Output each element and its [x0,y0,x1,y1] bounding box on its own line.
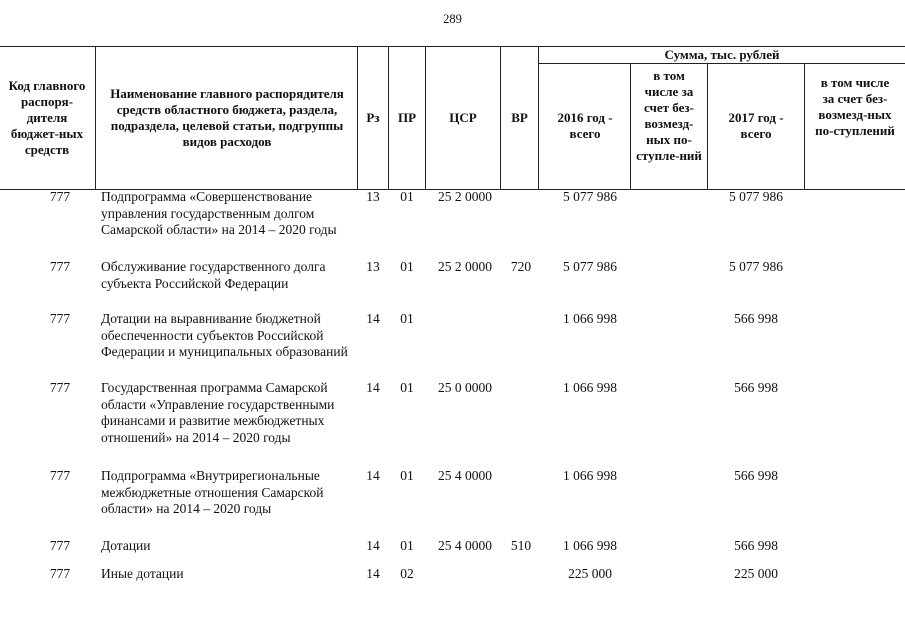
header-sum: Сумма, тыс. рублей [664,47,780,62]
cell-pr: 01 [400,311,414,326]
cell-csr: 25 2 0000 [438,189,492,204]
cell-name: Обслуживание государственного долга субъекта Российской Федерации [101,259,326,291]
column-divider [538,47,539,189]
cell-sum-2017: 566 998 [734,311,778,326]
cell-sum-2016: 5 077 986 [563,189,617,204]
header-csr: ЦСР [449,110,477,125]
header-2016-total: 2016 год - всего [557,110,613,141]
column-divider [707,63,708,189]
cell-rz: 14 [366,468,380,483]
cell-csr: 25 2 0000 [438,259,492,274]
cell-code: 777 [49,189,71,204]
cell-sum-2016: 5 077 986 [563,259,617,274]
cell-vr: 720 [510,259,532,274]
cell-code: 777 [49,538,71,553]
cell-sum-2017: 566 998 [734,380,778,395]
cell-pr: 01 [400,259,414,274]
header-vr: ВР [511,110,528,125]
column-divider [804,63,805,189]
cell-pr: 02 [400,566,414,581]
cell-name: Подпрограмма «Внутрирегиональные межбюджетные отношения Самарской области» на 2014 – 2020 годы [101,468,324,516]
cell-csr: 25 4 0000 [438,468,492,483]
cell-name: Дотации на выравнивание бюджетной обеспеченности субъектов Российской Федерации и муниципальных образований [101,311,348,359]
cell-sum-2016: 1 066 998 [563,311,617,326]
header-2017-total: 2017 год - всего [728,110,784,141]
cell-name: Государственная программа Самарской области «Управление государственными финансами и развитие межбюджетных отношений» на 2014 – 2020 годы [101,380,335,445]
cell-rz: 13 [366,189,380,204]
cell-pr: 01 [400,538,414,553]
cell-sum-2017: 5 077 986 [729,189,783,204]
cell-code: 777 [49,380,71,395]
cell-csr: 25 4 0000 [438,538,492,553]
page-number: 289 [443,12,462,26]
cell-pr: 01 [400,468,414,483]
cell-code: 777 [49,259,71,274]
cell-rz: 14 [366,538,380,553]
header-pr: ПР [397,110,417,125]
column-divider [95,47,96,189]
cell-rz: 14 [366,311,380,326]
cell-csr: 25 0 0000 [438,380,492,395]
cell-sum-2017: 5 077 986 [729,259,783,274]
table-header [0,46,905,190]
cell-pr: 01 [400,189,414,204]
cell-rz: 14 [366,566,380,581]
cell-vr: 510 [510,538,532,553]
cell-sum-2016: 1 066 998 [563,538,617,553]
header-rz: Рз [366,110,380,125]
cell-name: Подпрограмма «Совершенствование управления государственным долгом Самарской области» на 2014 – 2020 годы [101,189,337,237]
cell-code: 777 [49,311,71,326]
cell-sum-2017: 566 998 [734,468,778,483]
cell-sum-2016: 1 066 998 [563,468,617,483]
cell-sum-2016: 1 066 998 [563,380,617,395]
cell-name: Дотации [101,538,151,553]
header-code: Код главного распоря-дителя бюджет-ных средств [8,78,86,157]
header-2017-free: в том числе за счет без-возмезд-ных по-ступлений [815,75,895,138]
cell-sum-2017: 225 000 [734,566,778,581]
cell-sum-2017: 566 998 [734,538,778,553]
cell-sum-2016: 225 000 [568,566,612,581]
column-divider [630,63,631,189]
cell-code: 777 [49,468,71,483]
header-2016-free: в том числе за счет без-возмезд-ных по-ступле-ний [636,68,702,163]
cell-code: 777 [49,566,71,581]
header-name: Наименование главного распорядителя средств областного бюджета, раздела, подраздела, целевой статьи, подгруппы видов расходов [110,86,344,149]
cell-name: Иные дотации [101,566,184,581]
cell-rz: 14 [366,380,380,395]
cell-pr: 01 [400,380,414,395]
cell-rz: 13 [366,259,380,274]
